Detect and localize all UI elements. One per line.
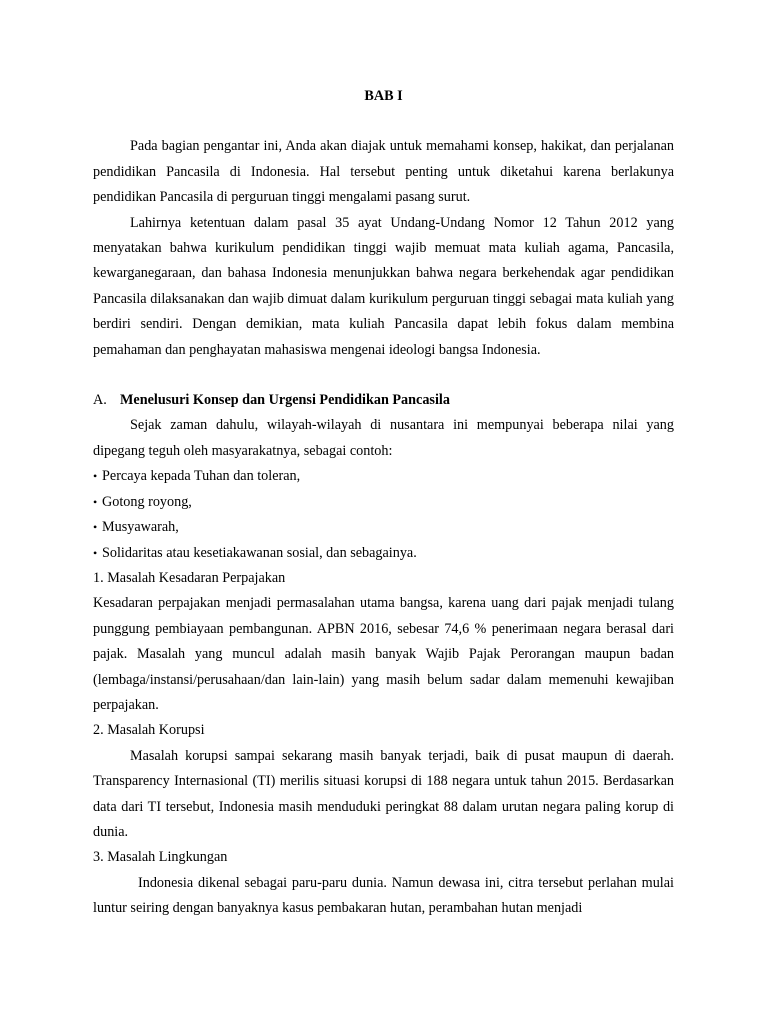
- list-item: [93, 464, 674, 489]
- intro-paragraph-1: Pada bagian pengantar ini, Anda akan diajak untuk memahami konsep, hakikat, dan perjalanan pendidikan Pancasila di Indonesia. Hal tersebut penting untuk diketahui karena berlakunya pendidikan Pancasila di perguruan tinggi mengalami pasang surut.: [93, 138, 674, 206]
- section-a-paragraph: Sejak zaman dahulu, wilayah-wilayah di nusantara ini mempunyai beberapa nilai yang dipegang teguh oleh masyarakatnya, sebagai contoh:: [93, 417, 674, 459]
- bullet-icon: •: [93, 520, 98, 535]
- chapter-title: BAB I: [364, 88, 403, 104]
- problem-3-heading: 3. Masalah Lingkungan: [93, 849, 228, 866]
- problem-2-body: Masalah korupsi sampai sekarang masih banyak terjadi, baik di pusat maupun di daerah. Transparency Internasional (TI) merilis situasi korupsi di 188 negara untuk tahun 2015. Berdasarkan data dari TI tersebut, Indonesia masih menduduki peringkat 88 dalam urutan negara paling korup di dunia.: [93, 747, 674, 840]
- values-list: [93, 464, 674, 566]
- section-a-heading: [93, 388, 674, 413]
- intro-paragraph-2: Lahirnya ketentuan dalam pasal 35 ayat Undang-Undang Nomor 12 Tahun 2012 yang menyatakan bahwa kurikulum pendidikan tinggi wajib memuat mata kuliah agama, Pancasila, kewarganegaraan, dan bahasa Indonesia menunjukkan bahwa negara berkehendak agar pendidikan Pancasila dilaksanakan dan wajib dimuat dalam kurikulum perguruan tinggi sebagai mata kuliah yang berdiri sendiri. Dengan demikian, mata kuliah Pancasila dapat lebih fokus dalam membina pemahaman dan penghayatan mahasiswa mengenai ideologi bangsa Indonesia.: [93, 214, 674, 358]
- problem-3-body: Indonesia dikenal sebagai paru-paru dunia. Namun dewasa ini, citra tersebut perlahan mulai luntur seiring dengan banyaknya kasus pembakaran hutan, perambahan hutan menjadi: [93, 874, 674, 917]
- section-a-letter: A.: [93, 392, 107, 409]
- bullet-icon: •: [93, 469, 98, 484]
- problem-1-heading: 1. Masalah Kesadaran Perpajakan: [93, 569, 286, 586]
- list-item-text: Gotong royong,: [102, 493, 192, 510]
- section-a-title: Menelusuri Konsep dan Urgensi Pendidikan Pancasila: [120, 392, 450, 409]
- document-content: [93, 84, 674, 922]
- list-item-text: Musyawarah,: [102, 519, 179, 536]
- bullet-icon: •: [93, 494, 98, 509]
- list-item: [93, 490, 674, 515]
- problem-2-heading: 2. Masalah Korupsi: [93, 722, 205, 739]
- problem-1-body: Kesadaran perpajakan menjadi permasalahan utama bangsa, karena uang dari pajak menjadi tulang punggung pembiayaan pembangunan. APBN 2016, sebesar 74,6 % penerimaan negara berasal dari pajak. Masalah yang muncul adalah masih banyak Wajib Pajak Perorangan maupun badan (lembaga/instansi/perusahaan/dan lain-lain) yang masih belum sadar dalam memenuhi kewajiban perpajakan.: [93, 595, 674, 713]
- list-item: [93, 541, 674, 566]
- bullet-icon: •: [93, 545, 98, 560]
- list-item-text: Percaya kepada Tuhan dan toleran,: [102, 468, 301, 485]
- list-item-text: Solidaritas atau kesetiakawanan sosial, dan sebagainya.: [102, 544, 417, 561]
- list-item: [93, 515, 674, 540]
